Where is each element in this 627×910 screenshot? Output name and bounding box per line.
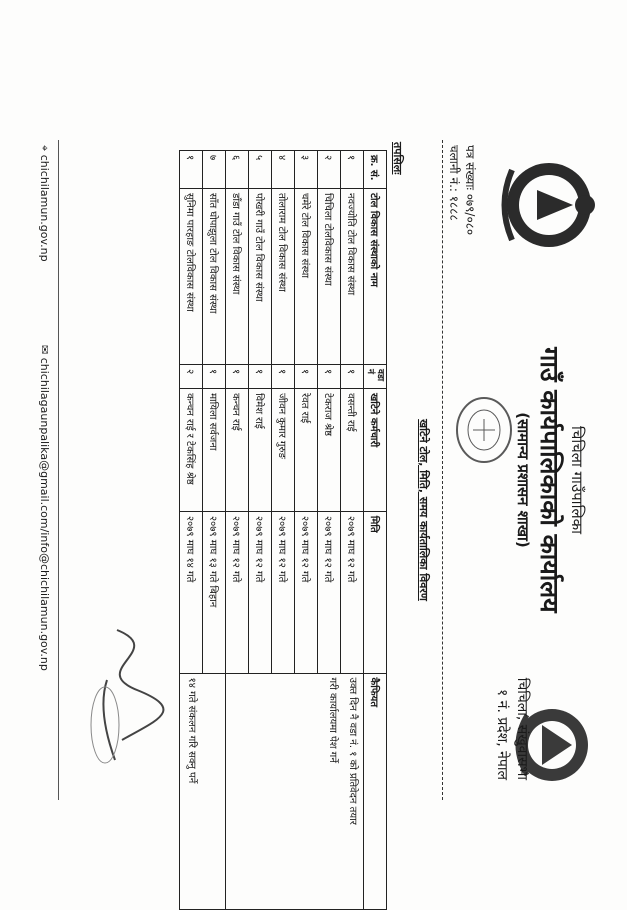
cell-staff: मायिला सर्वजना bbox=[203, 389, 226, 512]
cell-ward: २ bbox=[180, 364, 203, 388]
cell-name: सुनिमा पारहाङ टोलविकास संस्था bbox=[180, 189, 203, 365]
office-stamp-icon bbox=[453, 395, 515, 465]
nepal-emblem-icon bbox=[497, 150, 607, 260]
cell-ward: १ bbox=[295, 364, 318, 388]
table-row bbox=[203, 151, 226, 910]
cell-staff: टेकराज श्रेष्ठ bbox=[318, 389, 341, 512]
cell-date: २०७९ माघ १२ गते bbox=[272, 511, 295, 673]
header-ward bbox=[364, 364, 387, 388]
cell-sn: १ bbox=[180, 151, 203, 189]
header-date: मिति bbox=[364, 511, 387, 673]
cell-sn: ४ bbox=[272, 151, 295, 189]
globe-icon: ⌖ bbox=[38, 145, 51, 152]
cell-name: नवज्योति टोल विकास संस्था bbox=[341, 189, 364, 365]
remark-line-2: गरी कार्यालयमा पेश गर्ने bbox=[327, 677, 338, 763]
cell-ward: १ bbox=[249, 364, 272, 388]
header-ward-top: वडा bbox=[375, 368, 385, 382]
cell-date: २०७९ माघ १२ गते bbox=[341, 511, 364, 673]
cell-date: २०७९ माघ १२ गते bbox=[295, 511, 318, 673]
header-staff: खटिने कर्मचारी bbox=[364, 389, 387, 512]
cell-sn: ५ bbox=[249, 151, 272, 189]
table-header-row bbox=[364, 151, 387, 910]
table-row bbox=[341, 151, 364, 910]
cell-date: २०७९ माघ १३ गते बिहान bbox=[203, 511, 226, 673]
footer-website bbox=[37, 145, 51, 262]
address-line-2: १ नं. प्रदेश, नेपाल bbox=[494, 688, 510, 780]
schedule-table bbox=[179, 150, 387, 910]
cell-sn: १ bbox=[341, 151, 364, 189]
header-divider bbox=[442, 140, 443, 800]
header-ward-no: नं bbox=[365, 368, 375, 374]
header-name: टोल विकास संस्थाको नाम bbox=[364, 189, 387, 365]
cell-date: २०७९ माघ १२ गते bbox=[318, 511, 341, 673]
cell-name: चमेरे टोल विकास संस्था bbox=[295, 189, 318, 365]
cell-name: तोलाराम टोल विकास संस्था bbox=[272, 189, 295, 365]
cell-staff: कन्चन राई bbox=[226, 389, 249, 512]
cell-ward: १ bbox=[226, 364, 249, 388]
cell-sn: २ bbox=[318, 151, 341, 189]
cell-ward: १ bbox=[341, 364, 364, 388]
header-remarks: कैफियत bbox=[364, 673, 387, 909]
cell-remarks-ward1 bbox=[226, 673, 364, 909]
footer-website-text: chichilamun.gov.np bbox=[38, 154, 51, 262]
reference-number: पत्र संख्याः ०७९/०८० bbox=[463, 145, 477, 236]
cell-name: साँत घोपाझुला टोल विकास संस्था bbox=[203, 189, 226, 365]
remark-line-1: उक्त दिन नै वडा नं. १ को प्रतिवेदन तयार bbox=[347, 677, 358, 825]
footer-email-text: chichilagaunpalika@gmail.com/info@chichilamun.gov.np bbox=[38, 357, 51, 671]
cell-ward: १ bbox=[272, 364, 295, 388]
cell-ward: १ bbox=[318, 364, 341, 388]
cell-staff: जीवन कुमार गुरुङ bbox=[272, 389, 295, 512]
cell-name: डाँडा गाउँ टोल विकास संस्था bbox=[226, 189, 249, 365]
envelope-icon: ✉ bbox=[38, 345, 51, 355]
header-sn: क्र. सं. bbox=[364, 151, 387, 189]
footer-divider bbox=[58, 140, 59, 800]
cell-date: २०७९ माघ १४ गते bbox=[180, 511, 203, 673]
signature-icon bbox=[77, 620, 177, 770]
cell-name: पोखरी गाउँ टोल विकास संस्था bbox=[249, 189, 272, 365]
cell-staff: वसन्ती राई bbox=[341, 389, 364, 512]
cell-ward: १ bbox=[203, 364, 226, 388]
dispatch-number: चलानी नं.: १८८८ bbox=[447, 145, 461, 221]
cell-staff: कन्चन राई र टेकसिंह श्रेष्ठ bbox=[180, 389, 203, 512]
cell-staff: रेवत राई bbox=[295, 389, 318, 512]
cell-sn: ६ bbox=[226, 151, 249, 189]
municipality-name: चिचिला गाउँपालिका bbox=[568, 425, 586, 535]
address-line-1: चिचिला, संखुवासभा bbox=[514, 677, 530, 780]
cell-date: २०७९ माघ १२ गते bbox=[249, 511, 272, 673]
cell-staff: विमेश राई bbox=[249, 389, 272, 512]
office-name: गाउँ कार्यपालिकाको कार्यालय bbox=[535, 347, 564, 613]
cell-name: चिचिला टोलविकास संस्था bbox=[318, 189, 341, 365]
cell-remarks-ward2 bbox=[180, 673, 226, 909]
cell-sn: ३ bbox=[295, 151, 318, 189]
table-label: तपसिलः bbox=[391, 142, 404, 175]
remark-line-3: १४ गते संकलन गरि सक्नु पर्ने bbox=[186, 677, 197, 784]
footer-email bbox=[38, 345, 51, 671]
letter-subject: खटिने टोल, मिति, समय कार्यतालिका विवरण bbox=[417, 419, 430, 601]
cell-sn: ७ bbox=[203, 151, 226, 189]
branch-name: (सामान्य प्रशासन शाखा) bbox=[514, 412, 532, 548]
cell-date: २०७९ माघ १२ गते bbox=[226, 511, 249, 673]
